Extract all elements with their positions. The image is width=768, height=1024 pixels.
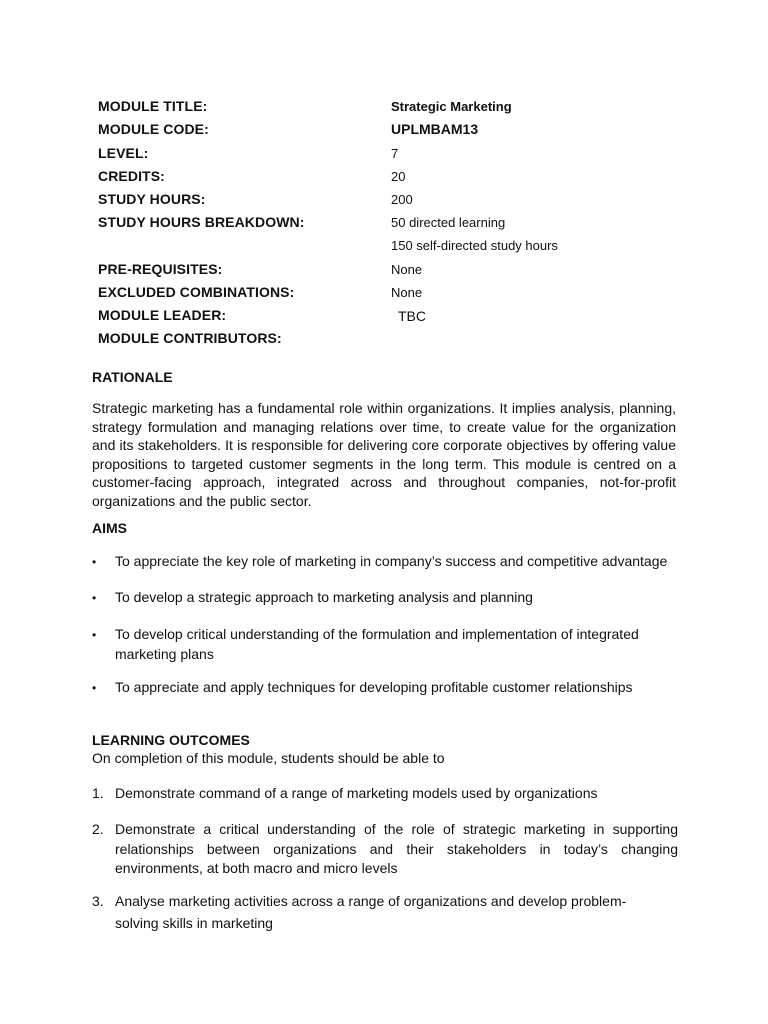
prerequisites-row <box>98 261 698 283</box>
study-hours-breakdown-value: 50 directed learning <box>391 215 506 230</box>
bullet-marker: • <box>92 555 97 569</box>
study-hours-breakdown-value-2: 150 self-directed study hours <box>391 238 558 253</box>
level-label: LEVEL: <box>98 145 149 161</box>
aims-item-text: To appreciate and apply techniques for developing profitable customer relationships <box>115 679 633 695</box>
module-leader-label: MODULE LEADER: <box>98 307 227 323</box>
excluded-combinations-value: None <box>391 285 423 300</box>
outcome-text: Analyse marketing activities across a range of organizations and develop problem-solving skills in marketing <box>115 893 627 931</box>
learning-outcome-item <box>92 890 652 936</box>
credits-value: 20 <box>391 169 406 184</box>
study-hours-value: 200 <box>391 192 413 207</box>
learning-outcomes-heading: LEARNING OUTCOMES <box>92 732 250 748</box>
rationale-paragraph: Strategic marketing has a fundamental role within organizations. It implies analysis, planning, strategy formulation and managing relations over time, to create value for the organization and its stakeholders. It is responsible for delivering core corporate objectives by offering value propositions to targeted customer segments in the long term. This module is centred on a customer-facing approach, integrated across and throughout companies, not-for-profit organizations and the public sector. <box>92 400 676 509</box>
credits-label: CREDITS: <box>98 168 165 184</box>
learning-outcome-item <box>92 820 678 880</box>
aims-item-text: To appreciate the key role of marketing in company’s success and competitive advantage <box>115 553 668 569</box>
module-title-label: MODULE TITLE: <box>98 98 208 114</box>
study-hours-row <box>98 191 698 213</box>
aims-list-item <box>92 625 678 665</box>
study-hours-breakdown-label: STUDY HOURS BREAKDOWN: <box>98 214 305 230</box>
excluded-combinations-row <box>98 284 698 306</box>
module-code-row <box>98 121 698 143</box>
study-hours-label: STUDY HOURS: <box>98 191 206 207</box>
bullet-marker: • <box>92 591 97 605</box>
module-title-value: Strategic Marketing <box>391 99 512 114</box>
outcome-text: Demonstrate command of a range of marketing models used by organizations <box>115 785 598 801</box>
prerequisites-label: PRE-REQUISITES: <box>98 261 223 277</box>
module-contributors-row <box>98 330 698 352</box>
module-contributors-label: MODULE CONTRIBUTORS: <box>98 330 282 346</box>
module-code-value: UPLMBAM13 <box>391 121 479 137</box>
module-leader-row <box>98 307 698 329</box>
aims-item-text: To develop a strategic approach to marketing analysis and planning <box>115 589 533 605</box>
aims-item-text: To develop critical understanding of the formulation and implementation of integrated marketing plans <box>115 626 639 662</box>
study-hours-breakdown-row <box>98 214 698 258</box>
credits-row <box>98 168 698 190</box>
module-title-row <box>98 98 698 120</box>
outcome-number: 2. <box>92 821 104 837</box>
learning-outcomes-intro: On completion of this module, students should be able to <box>92 750 445 766</box>
level-row <box>98 145 698 167</box>
aims-heading: AIMS <box>92 520 127 536</box>
module-leader-value: TBC <box>398 308 426 324</box>
module-code-label: MODULE CODE: <box>98 121 209 137</box>
excluded-combinations-label: EXCLUDED COMBINATIONS: <box>98 284 295 300</box>
outcome-text: Demonstrate a critical understanding of the role of strategic marketing in supporting relationships between organizations and their stakeholders in today’s changing environments, at both macro and micro levels <box>115 821 678 876</box>
outcome-number: 3. <box>92 893 104 909</box>
prerequisites-value: None <box>391 262 423 277</box>
bullet-marker: • <box>92 628 97 642</box>
bullet-marker: • <box>92 681 97 695</box>
outcome-number: 1. <box>92 785 104 801</box>
rationale-heading: RATIONALE <box>92 369 173 385</box>
level-value: 7 <box>391 146 399 161</box>
